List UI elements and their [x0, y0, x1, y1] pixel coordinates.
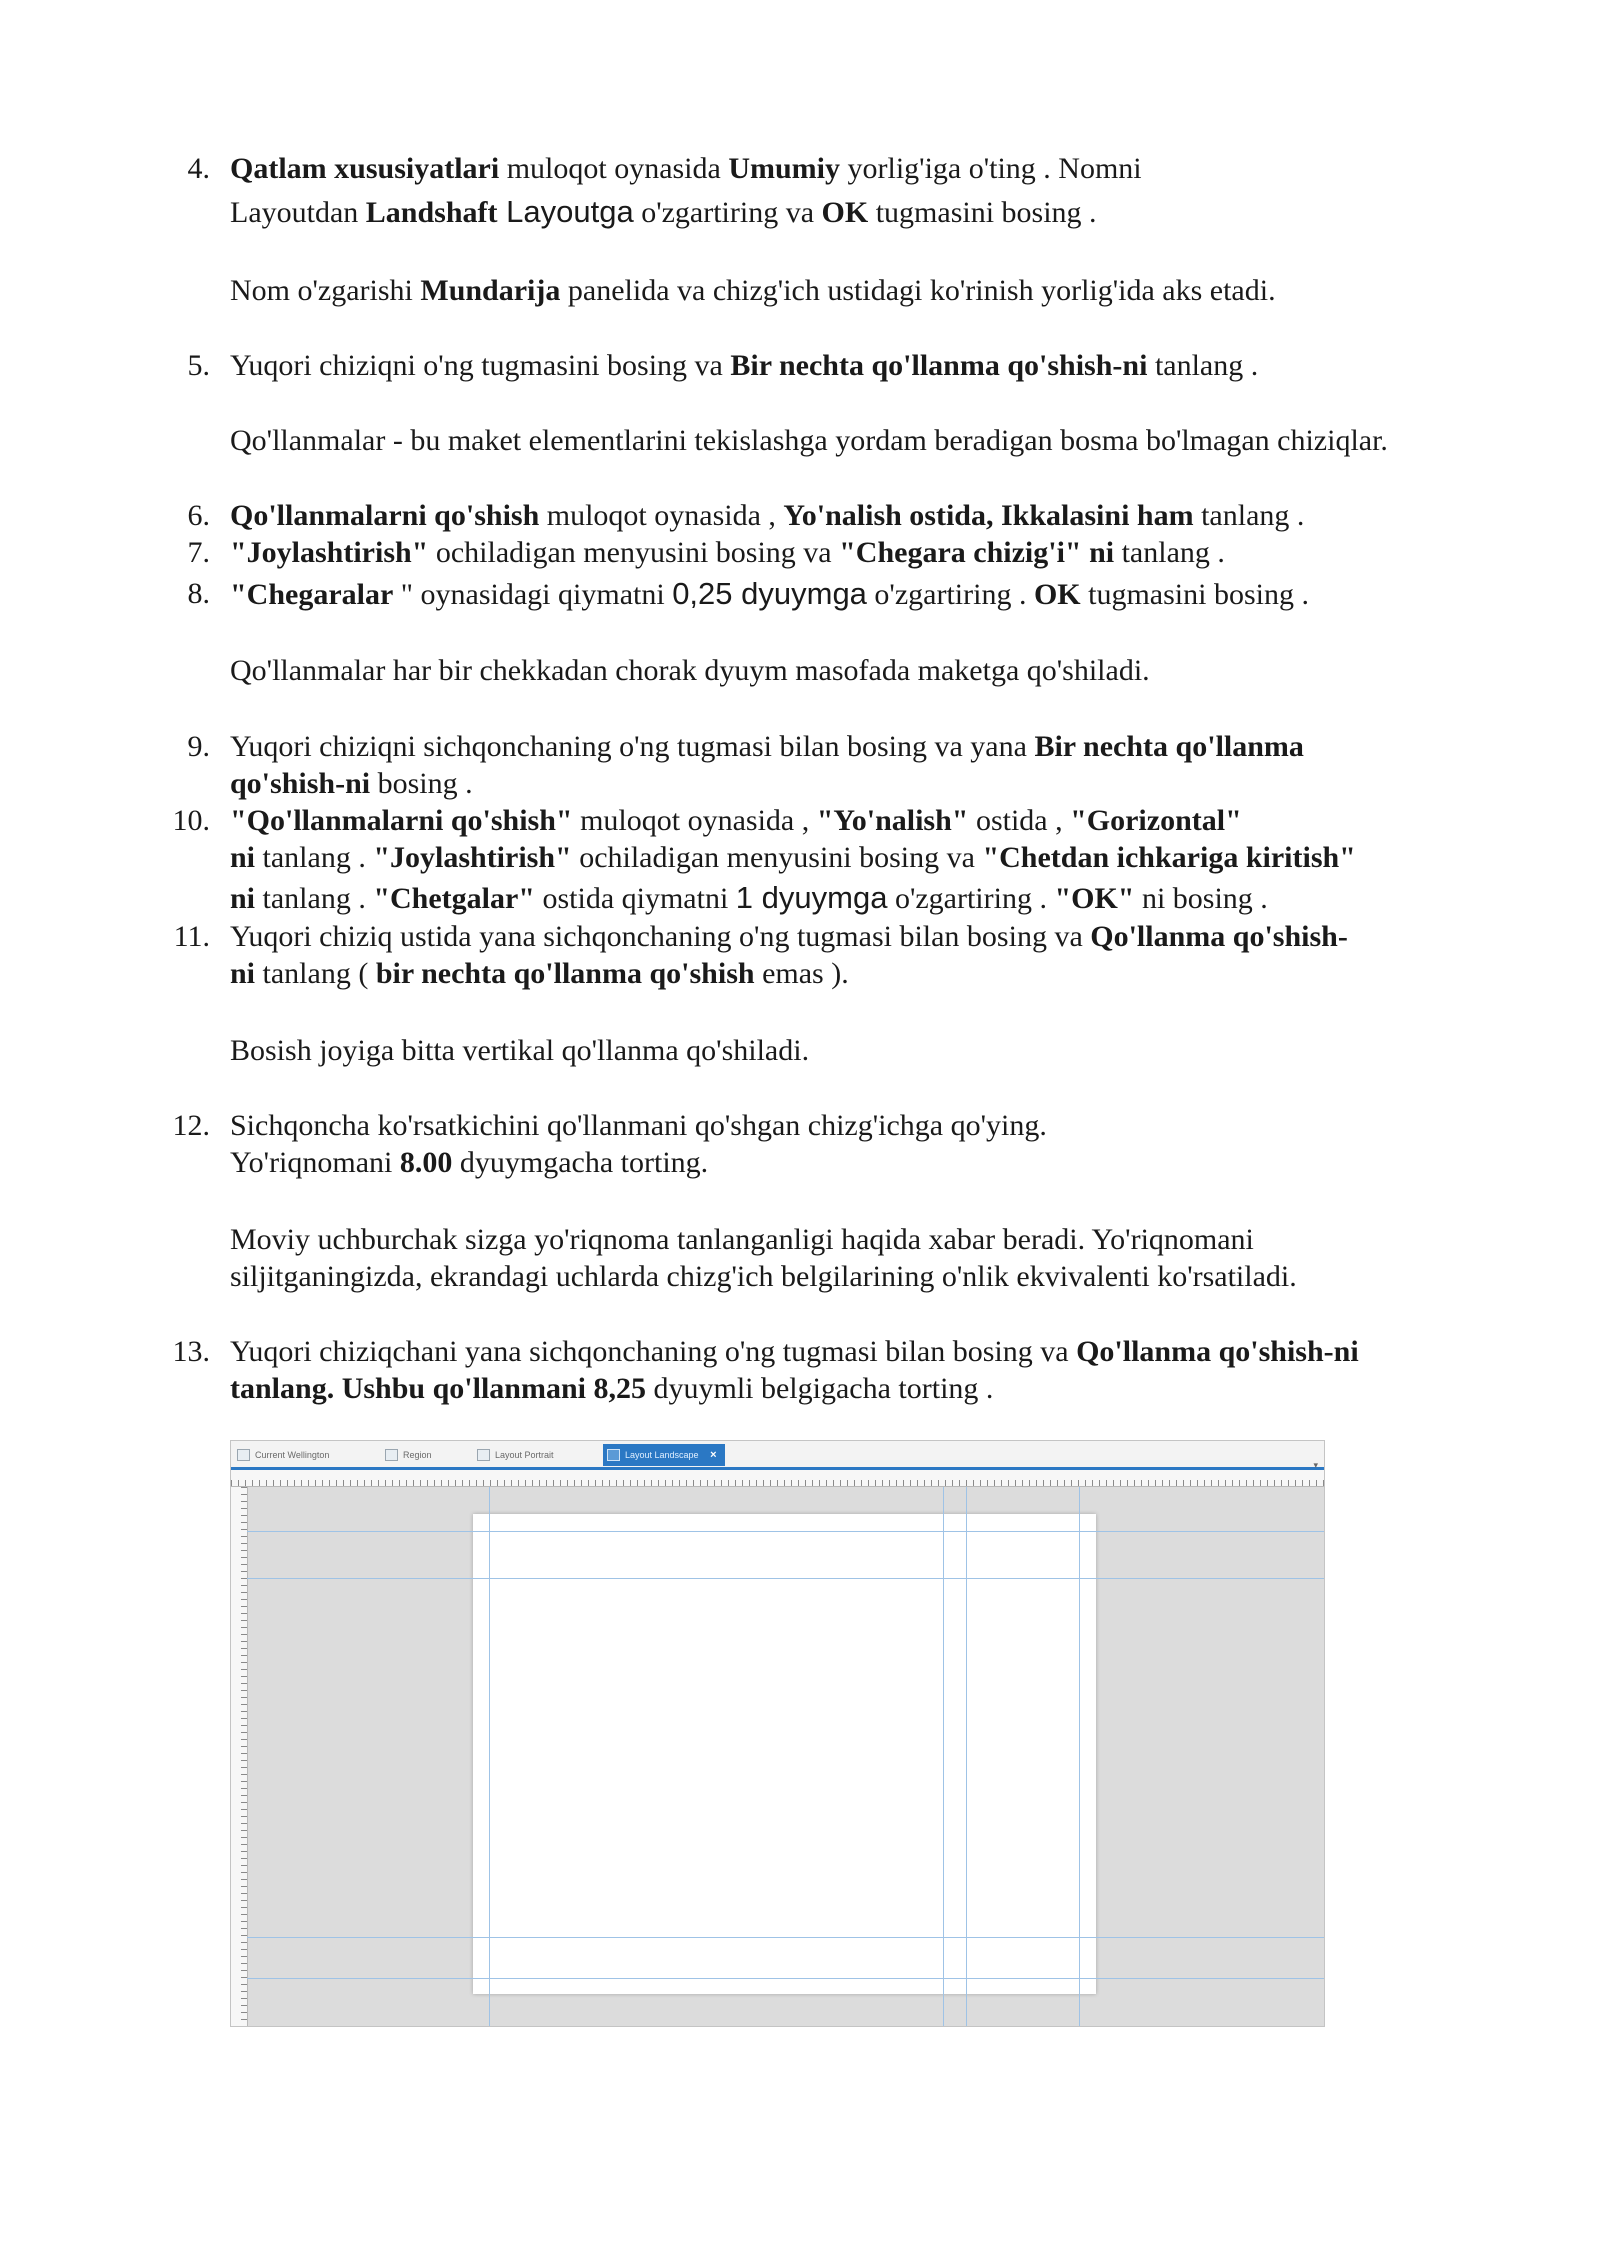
- map-view-icon: [385, 1449, 398, 1461]
- step-4-note: Nom o'zgarishi Mundarija panelida va chizg'ich ustidagi ko'rinish yorlig'ida aks etadi.: [230, 274, 1276, 307]
- guide-line[interactable]: [247, 1531, 1324, 1532]
- layout-view-screenshot: [230, 1440, 1325, 2027]
- guide-line[interactable]: [247, 1978, 1324, 1979]
- close-icon[interactable]: ×: [710, 1449, 717, 1461]
- step-number: 7.: [187, 536, 210, 569]
- step-11-line-1: Yuqori chiziq ustida yana sichqonchaning o'ng tugmasi bilan bosing va Qo'llanma qo'shish-: [230, 920, 1348, 953]
- step-11-note: Bosish joyiga bitta vertikal qo'llanma qo'shiladi.: [230, 1034, 810, 1067]
- guide-line[interactable]: [489, 1487, 490, 2026]
- step-12-note-1: Moviy uchburchak sizga yo'riqnoma tanlanganligi haqida xabar beradi. Yo'riqnomani: [230, 1223, 1254, 1256]
- layout-view-icon: [607, 1449, 620, 1461]
- step-4-line-2: Layoutdan Landshaft Layoutga o'zgartiring va OK tugmasini bosing .: [230, 194, 1097, 229]
- view-tab-bar: [231, 1441, 1324, 1470]
- guide-line[interactable]: [247, 1578, 1324, 1579]
- step-10-line-1: "Qo'llanmalarni qo'shish" muloqot oynasida , "Yo'nalish" ostida , "Gorizontal": [230, 804, 1242, 837]
- step-10-line-2: ni tanlang . "Joylashtirish" ochiladigan menyusini bosing va "Chetdan ichkariga kiritish": [230, 841, 1356, 874]
- step-12-line-1: Sichqoncha ko'rsatkichini qo'llanmani qo'shgan chizg'ichga qo'ying.: [230, 1109, 1047, 1142]
- tab-region[interactable]: Region: [381, 1444, 432, 1466]
- map-view-icon: [237, 1449, 250, 1461]
- guide-line[interactable]: [1079, 1487, 1080, 2026]
- tab-current-wellington[interactable]: Current Wellington: [233, 1444, 329, 1466]
- step-12-note-2: siljitganingizda, ekrandagi uchlarda chizg'ich belgilarining o'nlik ekvivalenti ko'rsatiladi.: [230, 1260, 1297, 1293]
- vertical-ruler[interactable]: [231, 1487, 248, 2026]
- step-12-line-2: Yo'riqnomani 8.00 dyuymgacha torting.: [230, 1146, 709, 1179]
- step-6-line-1: Qo'llanmalarni qo'shish muloqot oynasida , Yo'nalish ostida, Ikkalasini ham tanlang .: [230, 499, 1305, 532]
- step-4-line-1: Qatlam xususiyatlari muloqot oynasida Umumiy yorlig'iga o'ting . Nomni: [230, 152, 1142, 185]
- step-number: 4.: [187, 152, 210, 185]
- horizontal-ruler[interactable]: [231, 1470, 1324, 1487]
- chevron-down-icon[interactable]: ▾: [1313, 1460, 1318, 1470]
- step-9-line-1: Yuqori chiziqni sichqonchaning o'ng tugmasi bilan bosing va yana Bir nechta qo'llanma: [230, 730, 1304, 763]
- step-number: 9.: [187, 730, 210, 763]
- guide-line[interactable]: [943, 1487, 944, 2026]
- step-number: 8.: [187, 577, 210, 610]
- layout-page: [473, 1514, 1096, 1994]
- guide-line[interactable]: [966, 1487, 967, 2026]
- step-number: 6.: [187, 499, 210, 532]
- step-number: 13.: [172, 1335, 210, 1368]
- step-number: 11.: [173, 920, 210, 953]
- step-7-line-1: "Joylashtirish" ochiladigan menyusini bosing va "Chegara chizig'i" ni tanlang .: [230, 536, 1225, 569]
- step-13-line-1: Yuqori chiziqchani yana sichqonchaning o'ng tugmasi bilan bosing va Qo'llanma qo'shish-ni: [230, 1335, 1359, 1368]
- step-8-line-1: "Chegaralar " oynasidagi qiymatni 0,25 dyuymga o'zgartiring . OK tugmasini bosing .: [230, 576, 1309, 611]
- step-number: 5.: [187, 349, 210, 382]
- step-5-line-1: Yuqori chiziqni o'ng tugmasini bosing va Bir nechta qo'llanma qo'shish-ni tanlang .: [230, 349, 1259, 382]
- step-number: 10.: [172, 804, 210, 837]
- step-9-line-2: qo'shish-ni bosing .: [230, 767, 473, 800]
- layout-view-icon: [477, 1449, 490, 1461]
- guide-line[interactable]: [247, 1937, 1324, 1938]
- step-number: 12.: [172, 1109, 210, 1142]
- step-8-note: Qo'llanmalar har bir chekkadan chorak dyuym masofada maketga qo'shiladi.: [230, 654, 1150, 687]
- step-10-line-3: ni tanlang . "Chetgalar" ostida qiymatni 1 dyuymga o'zgartiring . "OK" ni bosing .: [230, 880, 1268, 915]
- tab-layout-portrait[interactable]: Layout Portrait: [473, 1444, 554, 1466]
- step-5-note: Qo'llanmalar - bu maket elementlarini tekislashga yordam beradigan bosma bo'lmagan chiziqlar.: [230, 424, 1388, 457]
- tab-layout-landscape[interactable]: Layout Landscape ×: [603, 1444, 725, 1466]
- step-13-line-2: tanlang. Ushbu qo'llanmani 8,25 dyuymli belgigacha torting .: [230, 1372, 994, 1405]
- step-11-line-2: ni tanlang ( bir nechta qo'llanma qo'shish emas ).: [230, 957, 849, 990]
